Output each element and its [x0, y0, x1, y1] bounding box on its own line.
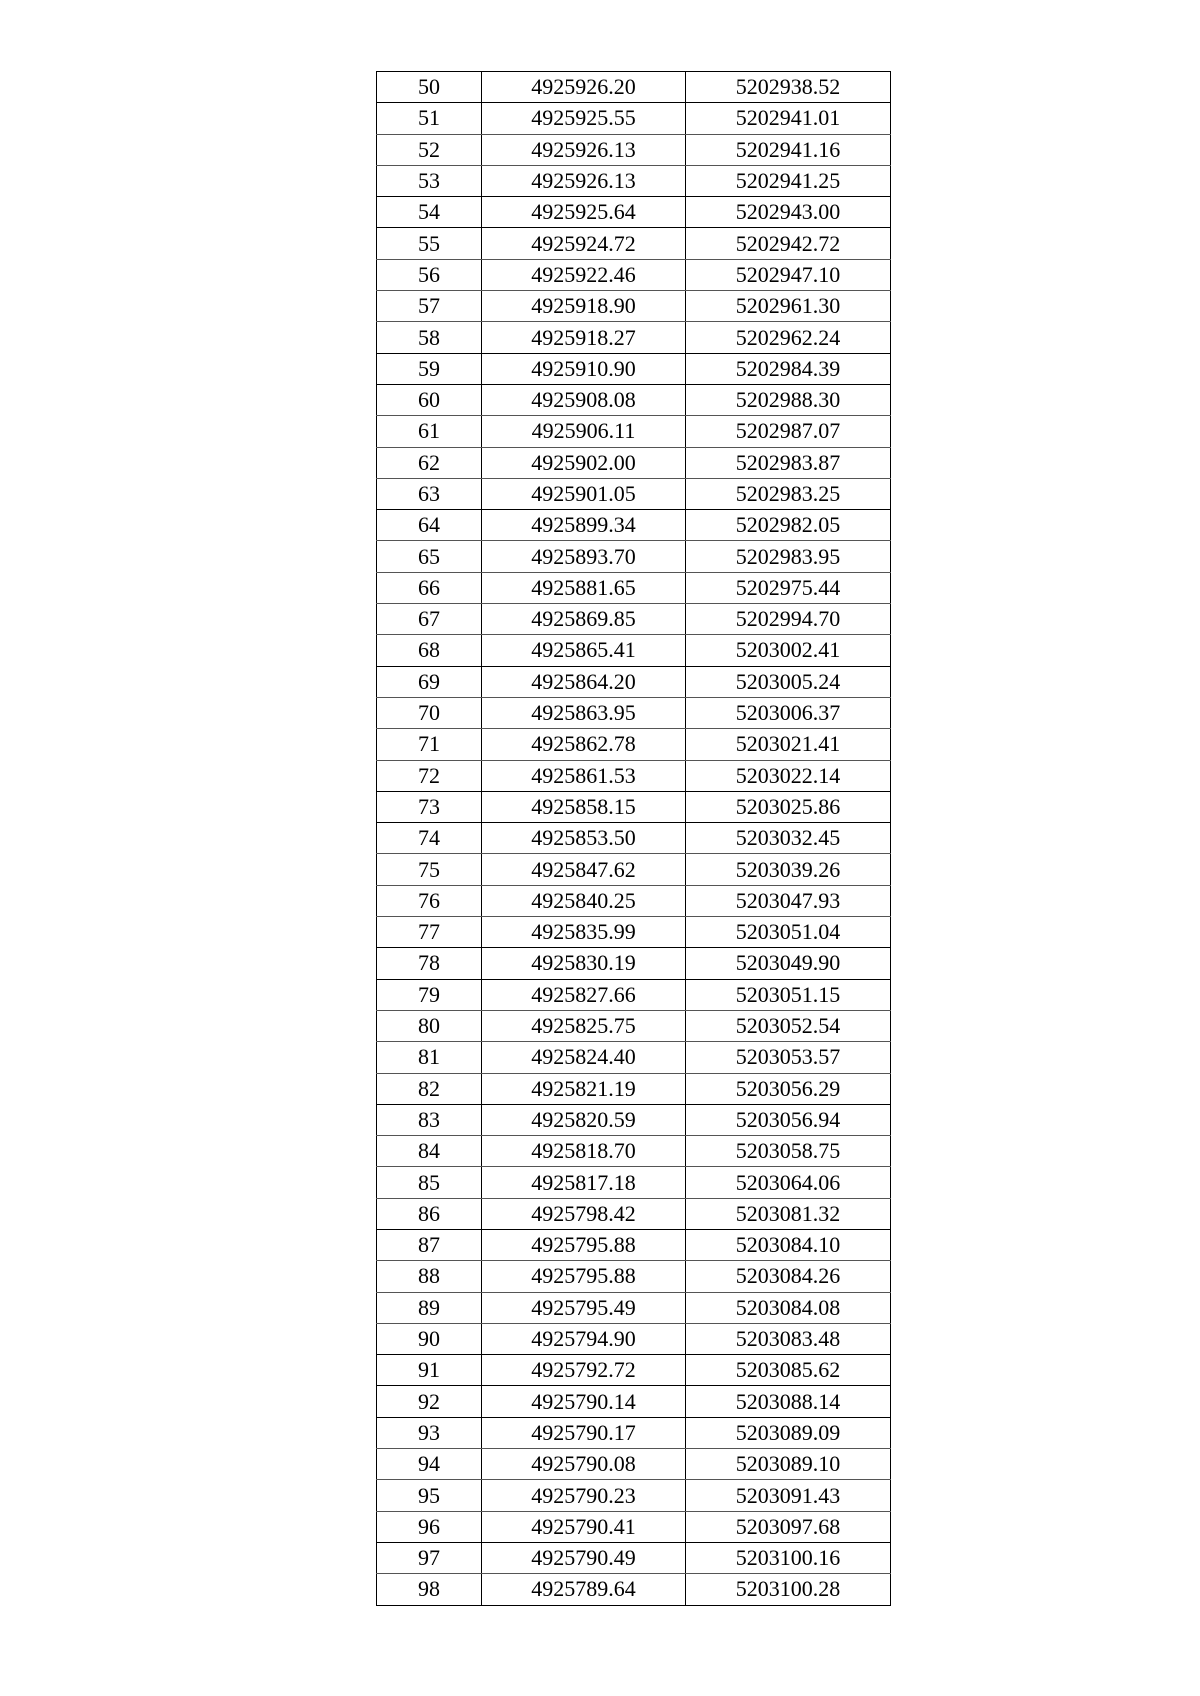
point-number-cell: 90	[377, 1323, 482, 1354]
point-number-cell: 84	[377, 1136, 482, 1167]
table-row	[377, 1449, 891, 1480]
y-coordinate-cell: 5202975.44	[686, 572, 891, 603]
table-row	[377, 1136, 891, 1167]
point-number-cell: 86	[377, 1198, 482, 1229]
y-coordinate-cell: 5203085.62	[686, 1355, 891, 1386]
y-coordinate-cell: 5202984.39	[686, 353, 891, 384]
table-row	[377, 1167, 891, 1198]
table-row	[377, 1323, 891, 1354]
y-coordinate-cell: 5203100.28	[686, 1574, 891, 1605]
table-row	[377, 666, 891, 697]
y-coordinate-cell: 5203022.14	[686, 760, 891, 791]
y-coordinate-cell: 5202943.00	[686, 197, 891, 228]
table-row	[377, 604, 891, 635]
x-coordinate-cell: 4925864.20	[482, 666, 686, 697]
x-coordinate-cell: 4925792.72	[482, 1355, 686, 1386]
table-row	[377, 1073, 891, 1104]
x-coordinate-cell: 4925901.05	[482, 478, 686, 509]
table-row	[377, 353, 891, 384]
y-coordinate-cell: 5202941.25	[686, 165, 891, 196]
table-row	[377, 1104, 891, 1135]
y-coordinate-cell: 5202983.87	[686, 447, 891, 478]
x-coordinate-cell: 4925847.62	[482, 854, 686, 885]
point-number-cell: 92	[377, 1386, 482, 1417]
x-coordinate-cell: 4925821.19	[482, 1073, 686, 1104]
table-row	[377, 885, 891, 916]
x-coordinate-cell: 4925830.19	[482, 948, 686, 979]
x-coordinate-cell: 4925795.88	[482, 1229, 686, 1260]
point-number-cell: 81	[377, 1042, 482, 1073]
point-number-cell: 74	[377, 823, 482, 854]
table-row	[377, 1042, 891, 1073]
point-number-cell: 65	[377, 541, 482, 572]
point-number-cell: 52	[377, 134, 482, 165]
x-coordinate-cell: 4925925.64	[482, 197, 686, 228]
point-number-cell: 80	[377, 1010, 482, 1041]
table-row	[377, 103, 891, 134]
point-number-cell: 57	[377, 291, 482, 322]
point-number-cell: 89	[377, 1292, 482, 1323]
point-number-cell: 62	[377, 447, 482, 478]
y-coordinate-cell: 5203084.10	[686, 1229, 891, 1260]
y-coordinate-cell: 5202982.05	[686, 510, 891, 541]
point-number-cell: 50	[377, 72, 482, 103]
point-number-cell: 63	[377, 478, 482, 509]
y-coordinate-cell: 5202961.30	[686, 291, 891, 322]
point-number-cell: 56	[377, 259, 482, 290]
table-row	[377, 1261, 891, 1292]
table-row	[377, 478, 891, 509]
y-coordinate-cell: 5203091.43	[686, 1480, 891, 1511]
y-coordinate-cell: 5203100.16	[686, 1542, 891, 1573]
coordinate-table	[376, 71, 891, 1606]
table-row	[377, 1386, 891, 1417]
x-coordinate-cell: 4925827.66	[482, 979, 686, 1010]
point-number-cell: 87	[377, 1229, 482, 1260]
table-row	[377, 917, 891, 948]
point-number-cell: 85	[377, 1167, 482, 1198]
x-coordinate-cell: 4925926.20	[482, 72, 686, 103]
y-coordinate-cell: 5203053.57	[686, 1042, 891, 1073]
point-number-cell: 55	[377, 228, 482, 259]
point-number-cell: 60	[377, 384, 482, 415]
table-row	[377, 72, 891, 103]
point-number-cell: 72	[377, 760, 482, 791]
table-row	[377, 823, 891, 854]
x-coordinate-cell: 4925861.53	[482, 760, 686, 791]
x-coordinate-cell: 4925790.17	[482, 1417, 686, 1448]
point-number-cell: 53	[377, 165, 482, 196]
coordinate-table-body	[377, 72, 891, 1606]
x-coordinate-cell: 4925918.90	[482, 291, 686, 322]
y-coordinate-cell: 5202987.07	[686, 416, 891, 447]
y-coordinate-cell: 5203039.26	[686, 854, 891, 885]
y-coordinate-cell: 5203056.29	[686, 1073, 891, 1104]
point-number-cell: 70	[377, 697, 482, 728]
y-coordinate-cell: 5202994.70	[686, 604, 891, 635]
table-row	[377, 760, 891, 791]
y-coordinate-cell: 5202938.52	[686, 72, 891, 103]
point-number-cell: 58	[377, 322, 482, 353]
point-number-cell: 94	[377, 1449, 482, 1480]
y-coordinate-cell: 5203047.93	[686, 885, 891, 916]
point-number-cell: 75	[377, 854, 482, 885]
table-row	[377, 854, 891, 885]
y-coordinate-cell: 5203002.41	[686, 635, 891, 666]
y-coordinate-cell: 5203051.04	[686, 917, 891, 948]
point-number-cell: 91	[377, 1355, 482, 1386]
table-row	[377, 197, 891, 228]
point-number-cell: 95	[377, 1480, 482, 1511]
point-number-cell: 73	[377, 791, 482, 822]
x-coordinate-cell: 4925906.11	[482, 416, 686, 447]
point-number-cell: 59	[377, 353, 482, 384]
table-row	[377, 165, 891, 196]
table-row	[377, 541, 891, 572]
y-coordinate-cell: 5203056.94	[686, 1104, 891, 1135]
table-row	[377, 510, 891, 541]
y-coordinate-cell: 5203025.86	[686, 791, 891, 822]
point-number-cell: 98	[377, 1574, 482, 1605]
point-number-cell: 83	[377, 1104, 482, 1135]
x-coordinate-cell: 4925862.78	[482, 729, 686, 760]
x-coordinate-cell: 4925922.46	[482, 259, 686, 290]
x-coordinate-cell: 4925790.41	[482, 1511, 686, 1542]
point-number-cell: 64	[377, 510, 482, 541]
point-number-cell: 88	[377, 1261, 482, 1292]
x-coordinate-cell: 4925795.88	[482, 1261, 686, 1292]
point-number-cell: 96	[377, 1511, 482, 1542]
y-coordinate-cell: 5203049.90	[686, 948, 891, 979]
x-coordinate-cell: 4925825.75	[482, 1010, 686, 1041]
table-row	[377, 1480, 891, 1511]
y-coordinate-cell: 5203051.15	[686, 979, 891, 1010]
x-coordinate-cell: 4925881.65	[482, 572, 686, 603]
x-coordinate-cell: 4925865.41	[482, 635, 686, 666]
y-coordinate-cell: 5202988.30	[686, 384, 891, 415]
x-coordinate-cell: 4925853.50	[482, 823, 686, 854]
y-coordinate-cell: 5203088.14	[686, 1386, 891, 1417]
y-coordinate-cell: 5203052.54	[686, 1010, 891, 1041]
x-coordinate-cell: 4925790.14	[482, 1386, 686, 1417]
point-number-cell: 76	[377, 885, 482, 916]
point-number-cell: 61	[377, 416, 482, 447]
point-number-cell: 78	[377, 948, 482, 979]
point-number-cell: 69	[377, 666, 482, 697]
table-row	[377, 572, 891, 603]
table-row	[377, 1574, 891, 1605]
x-coordinate-cell: 4925789.64	[482, 1574, 686, 1605]
table-row	[377, 1198, 891, 1229]
x-coordinate-cell: 4925790.49	[482, 1542, 686, 1573]
point-number-cell: 79	[377, 979, 482, 1010]
y-coordinate-cell: 5202941.01	[686, 103, 891, 134]
table-row	[377, 1010, 891, 1041]
x-coordinate-cell: 4925869.85	[482, 604, 686, 635]
x-coordinate-cell: 4925795.49	[482, 1292, 686, 1323]
x-coordinate-cell: 4925840.25	[482, 885, 686, 916]
y-coordinate-cell: 5202941.16	[686, 134, 891, 165]
y-coordinate-cell: 5202983.95	[686, 541, 891, 572]
table-row	[377, 1355, 891, 1386]
x-coordinate-cell: 4925818.70	[482, 1136, 686, 1167]
y-coordinate-cell: 5203089.10	[686, 1449, 891, 1480]
table-row	[377, 1511, 891, 1542]
x-coordinate-cell: 4925926.13	[482, 134, 686, 165]
x-coordinate-cell: 4925924.72	[482, 228, 686, 259]
table-row	[377, 1229, 891, 1260]
x-coordinate-cell: 4925918.27	[482, 322, 686, 353]
table-row	[377, 948, 891, 979]
x-coordinate-cell: 4925925.55	[482, 103, 686, 134]
x-coordinate-cell: 4925835.99	[482, 917, 686, 948]
x-coordinate-cell: 4925899.34	[482, 510, 686, 541]
y-coordinate-cell: 5203058.75	[686, 1136, 891, 1167]
point-number-cell: 71	[377, 729, 482, 760]
table-row	[377, 134, 891, 165]
y-coordinate-cell: 5203089.09	[686, 1417, 891, 1448]
table-row	[377, 635, 891, 666]
point-number-cell: 67	[377, 604, 482, 635]
x-coordinate-cell: 4925824.40	[482, 1042, 686, 1073]
y-coordinate-cell: 5203006.37	[686, 697, 891, 728]
table-row	[377, 384, 891, 415]
y-coordinate-cell: 5203097.68	[686, 1511, 891, 1542]
table-row	[377, 1542, 891, 1573]
y-coordinate-cell: 5202947.10	[686, 259, 891, 290]
point-number-cell: 54	[377, 197, 482, 228]
table-row	[377, 697, 891, 728]
y-coordinate-cell: 5203021.41	[686, 729, 891, 760]
x-coordinate-cell: 4925910.90	[482, 353, 686, 384]
y-coordinate-cell: 5203032.45	[686, 823, 891, 854]
x-coordinate-cell: 4925926.13	[482, 165, 686, 196]
x-coordinate-cell: 4925790.23	[482, 1480, 686, 1511]
x-coordinate-cell: 4925798.42	[482, 1198, 686, 1229]
x-coordinate-cell: 4925902.00	[482, 447, 686, 478]
table-row	[377, 979, 891, 1010]
table-row	[377, 291, 891, 322]
point-number-cell: 97	[377, 1542, 482, 1573]
table-row	[377, 729, 891, 760]
y-coordinate-cell: 5202942.72	[686, 228, 891, 259]
y-coordinate-cell: 5203084.26	[686, 1261, 891, 1292]
point-number-cell: 68	[377, 635, 482, 666]
point-number-cell: 82	[377, 1073, 482, 1104]
x-coordinate-cell: 4925863.95	[482, 697, 686, 728]
point-number-cell: 66	[377, 572, 482, 603]
y-coordinate-cell: 5203005.24	[686, 666, 891, 697]
y-coordinate-cell: 5203081.32	[686, 1198, 891, 1229]
table-row	[377, 447, 891, 478]
table-row	[377, 791, 891, 822]
y-coordinate-cell: 5202983.25	[686, 478, 891, 509]
table-row	[377, 322, 891, 353]
point-number-cell: 51	[377, 103, 482, 134]
table-row	[377, 1417, 891, 1448]
point-number-cell: 93	[377, 1417, 482, 1448]
y-coordinate-cell: 5203064.06	[686, 1167, 891, 1198]
x-coordinate-cell: 4925908.08	[482, 384, 686, 415]
x-coordinate-cell: 4925820.59	[482, 1104, 686, 1135]
y-coordinate-cell: 5203084.08	[686, 1292, 891, 1323]
x-coordinate-cell: 4925794.90	[482, 1323, 686, 1354]
y-coordinate-cell: 5203083.48	[686, 1323, 891, 1354]
x-coordinate-cell: 4925817.18	[482, 1167, 686, 1198]
x-coordinate-cell: 4925858.15	[482, 791, 686, 822]
point-number-cell: 77	[377, 917, 482, 948]
table-row	[377, 259, 891, 290]
table-row	[377, 416, 891, 447]
y-coordinate-cell: 5202962.24	[686, 322, 891, 353]
x-coordinate-cell: 4925790.08	[482, 1449, 686, 1480]
table-row	[377, 1292, 891, 1323]
table-row	[377, 228, 891, 259]
x-coordinate-cell: 4925893.70	[482, 541, 686, 572]
